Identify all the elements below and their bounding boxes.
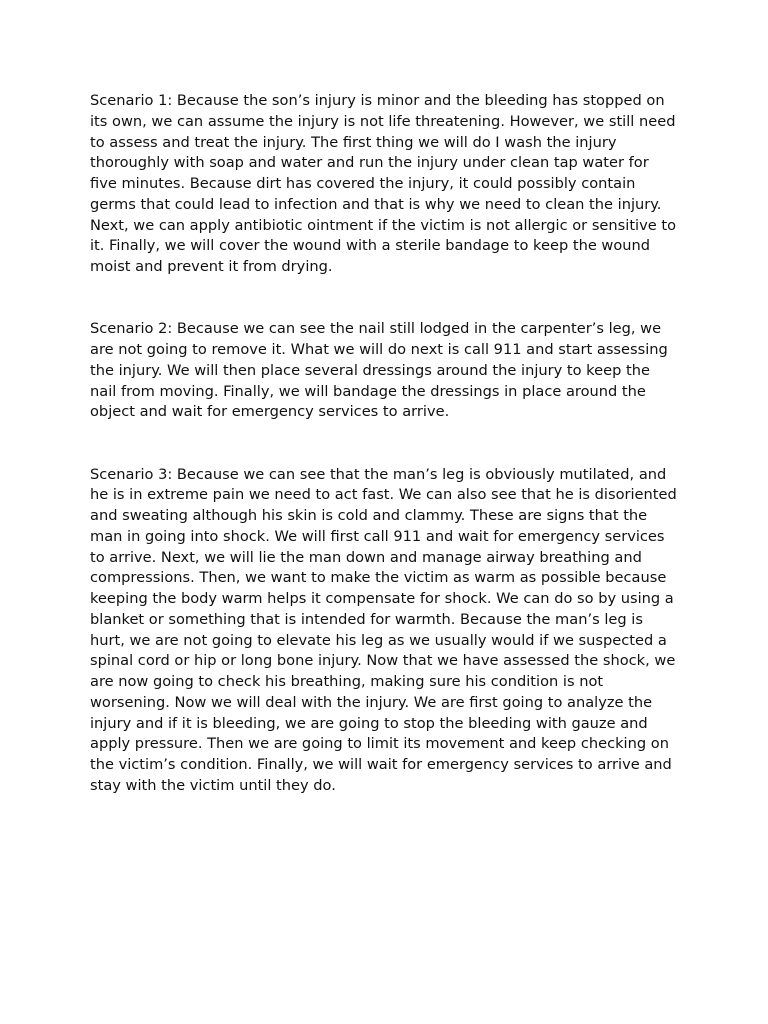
paragraph-scenario-3: Scenario 3: Because we can see that the man’s leg is obviously mutilated, and he is in extreme pain we need to act fast. We can also see that he is disoriented and sweating although his skin is cold and clammy. These are signs that the man in going into shock. We will first call 911 and wait for emergency services to arrive. Next, we will lie the man down and manage airway breathing and compressions. Then, we want to make the victim as warm as possible because keeping the body warm helps it compensate for shock. We can do so by using a blanket or something that is intended for warmth. Because the man’s leg is hurt, we are not going to elevate his leg as we usually would if we suspected a spinal cord or hip or long bone injury. Now that we have assessed the shock, we are now going to check his breathing, making sure his condition is not worsening. Now we will deal with the injury. We are first going to analyze the injury and if it is bleeding, we are going to stop the bleeding with gauze and apply pressure. Then we are going to limit its movement and keep checking on the victim’s condition. Finally, we will wait for emergency services to arrive and stay with the victim until they do. xyxy=(90,465,677,794)
document-body xyxy=(90,91,680,797)
paragraph-scenario-2: Scenario 2: Because we can see the nail still lodged in the carpenter’s leg, we are not going to remove it. What we will do next is call 911 and start assessing the injury. We will then place several dressings around the injury to keep the nail from moving. Finally, we will bandage the dressings in place around the object and wait for emergency services to arrive. xyxy=(90,320,668,421)
paragraph-scenario-1: Scenario 1: Because the son’s injury is minor and the bleeding has stopped on its own, we can assume the injury is not life threatening. However, we still need to assess and treat the injury. The first thing we will do I wash the injury thoroughly with soap and water and run the injury under clean tap water for five minutes. Because dirt has covered the injury, it could possibly contain germs that could lead to infection and that is why we need to clean the injury. Next, we can apply antibiotic ointment if the victim is not allergic or sensitive to it. Finally, we will cover the wound with a sterile bandage to keep the wound moist and prevent it from drying. xyxy=(90,92,676,275)
